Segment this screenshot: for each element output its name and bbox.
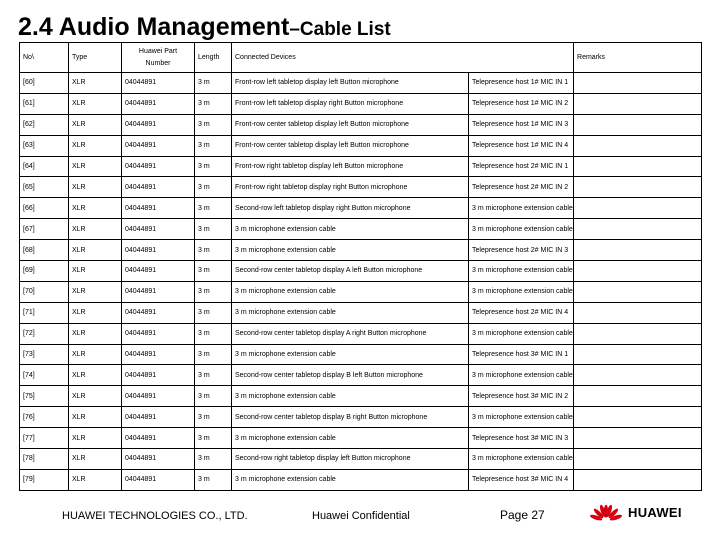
cell-part: 04044891 (122, 281, 195, 302)
cell-device-b: Telepresence host 1# MIC IN 2 (469, 93, 574, 114)
cell-type: XLR (69, 73, 122, 94)
table-row (20, 469, 702, 490)
cell-type: XLR (69, 428, 122, 449)
cell-length: 3 m (195, 93, 232, 114)
cell-no: [61] (20, 93, 69, 114)
cell-type: XLR (69, 281, 122, 302)
table-row (20, 386, 702, 407)
cell-part: 04044891 (122, 302, 195, 323)
page-title (18, 6, 391, 43)
header-remarks: Remarks (574, 43, 702, 73)
cell-part: 04044891 (122, 407, 195, 428)
table-row (20, 198, 702, 219)
table-row (20, 428, 702, 449)
cell-part: 04044891 (122, 93, 195, 114)
header-type: Type (69, 43, 122, 73)
cell-part: 04044891 (122, 219, 195, 240)
cell-length: 3 m (195, 428, 232, 449)
cell-part: 04044891 (122, 177, 195, 198)
cell-remarks (574, 93, 702, 114)
cell-part: 04044891 (122, 198, 195, 219)
cell-type: XLR (69, 240, 122, 261)
table-row (20, 407, 702, 428)
header-length: Length (195, 43, 232, 73)
table-header-row (20, 43, 702, 73)
table-row (20, 302, 702, 323)
cell-device-a: Front-row left tabletop display left Button microphone (232, 73, 469, 94)
cell-type: XLR (69, 302, 122, 323)
footer-confidential: Huawei Confidential (312, 510, 410, 522)
cell-type: XLR (69, 407, 122, 428)
cell-type: XLR (69, 261, 122, 282)
cell-device-a: Second-row right tabletop display left Button microphone (232, 449, 469, 470)
cell-no: [77] (20, 428, 69, 449)
table-row (20, 114, 702, 135)
cell-remarks (574, 281, 702, 302)
cell-type: XLR (69, 344, 122, 365)
cell-no: [76] (20, 407, 69, 428)
cell-remarks (574, 302, 702, 323)
huawei-petal-icon (590, 500, 622, 524)
cell-part: 04044891 (122, 114, 195, 135)
cell-type: XLR (69, 135, 122, 156)
header-part-line2: Number (145, 60, 171, 67)
table-row (20, 177, 702, 198)
cell-part: 04044891 (122, 449, 195, 470)
cell-part: 04044891 (122, 344, 195, 365)
cell-device-a: 3 m microphone extension cable (232, 428, 469, 449)
cell-type: XLR (69, 323, 122, 344)
cell-length: 3 m (195, 177, 232, 198)
cell-length: 3 m (195, 449, 232, 470)
table-row (20, 135, 702, 156)
cell-device-b: 3 m microphone extension cable (469, 198, 574, 219)
cell-no: [66] (20, 198, 69, 219)
cell-remarks (574, 177, 702, 198)
cell-device-a: 3 m microphone extension cable (232, 219, 469, 240)
cell-no: [64] (20, 156, 69, 177)
cell-remarks (574, 240, 702, 261)
cell-device-b: Telepresence host 2# MIC IN 4 (469, 302, 574, 323)
cell-remarks (574, 73, 702, 94)
cell-no: [75] (20, 386, 69, 407)
header-no: No\ (20, 43, 69, 73)
cell-no: [65] (20, 177, 69, 198)
cell-no: [68] (20, 240, 69, 261)
cell-device-b: 3 m microphone extension cable (469, 323, 574, 344)
cell-type: XLR (69, 156, 122, 177)
cell-length: 3 m (195, 386, 232, 407)
huawei-logo (590, 500, 682, 524)
cell-part: 04044891 (122, 261, 195, 282)
footer-company: HUAWEI TECHNOLOGIES CO., LTD. (62, 510, 248, 522)
logo-petal (604, 505, 608, 518)
cell-device-b: Telepresence host 3# MIC IN 3 (469, 428, 574, 449)
cell-no: [70] (20, 281, 69, 302)
cell-type: XLR (69, 449, 122, 470)
cell-type: XLR (69, 219, 122, 240)
cell-no: [78] (20, 449, 69, 470)
cell-remarks (574, 156, 702, 177)
cell-device-b: 3 m microphone extension cable (469, 281, 574, 302)
cell-device-a: Second-row center tabletop display A right Button microphone (232, 323, 469, 344)
cell-type: XLR (69, 114, 122, 135)
cell-length: 3 m (195, 407, 232, 428)
header-part-number (122, 43, 195, 73)
cell-device-b: Telepresence host 2# MIC IN 1 (469, 156, 574, 177)
table-row (20, 281, 702, 302)
table-row (20, 219, 702, 240)
table-row (20, 93, 702, 114)
cell-device-b: 3 m microphone extension cable (469, 219, 574, 240)
cell-length: 3 m (195, 135, 232, 156)
cell-remarks (574, 407, 702, 428)
cell-part: 04044891 (122, 365, 195, 386)
cell-remarks (574, 114, 702, 135)
cell-length: 3 m (195, 156, 232, 177)
cell-remarks (574, 135, 702, 156)
table-row (20, 73, 702, 94)
cell-device-a: Second-row left tabletop display right Button microphone (232, 198, 469, 219)
cell-length: 3 m (195, 219, 232, 240)
cell-no: [67] (20, 219, 69, 240)
header-part-line1: Huawei Part (138, 48, 178, 55)
cell-type: XLR (69, 177, 122, 198)
cell-device-a: 3 m microphone extension cable (232, 469, 469, 490)
cell-device-b: 3 m microphone extension cable (469, 449, 574, 470)
cell-part: 04044891 (122, 156, 195, 177)
cell-part: 04044891 (122, 386, 195, 407)
cell-no: [71] (20, 302, 69, 323)
cell-device-b: Telepresence host 3# MIC IN 1 (469, 344, 574, 365)
page-number: Page 27 (500, 508, 545, 522)
page-title-main: 2.4 Audio Management (18, 13, 290, 41)
cell-remarks (574, 344, 702, 365)
cell-device-a: 3 m microphone extension cable (232, 344, 469, 365)
cell-device-b: 3 m microphone extension cable (469, 261, 574, 282)
cell-device-b: Telepresence host 2# MIC IN 2 (469, 177, 574, 198)
cell-remarks (574, 469, 702, 490)
cell-device-a: Front-row left tabletop display right Button microphone (232, 93, 469, 114)
cell-length: 3 m (195, 344, 232, 365)
cell-device-b: 3 m microphone extension cable (469, 407, 574, 428)
cable-list-table (19, 42, 702, 491)
cell-remarks (574, 365, 702, 386)
cell-remarks (574, 198, 702, 219)
cell-remarks (574, 323, 702, 344)
cell-length: 3 m (195, 198, 232, 219)
cell-remarks (574, 261, 702, 282)
cell-device-a: 3 m microphone extension cable (232, 302, 469, 323)
cell-remarks (574, 449, 702, 470)
header-connected-devices: Connected Devices (232, 43, 574, 73)
cell-device-a: 3 m microphone extension cable (232, 281, 469, 302)
cell-no: [79] (20, 469, 69, 490)
cell-no: [74] (20, 365, 69, 386)
logo-text: HUAWEI (628, 504, 682, 520)
cell-length: 3 m (195, 469, 232, 490)
cell-type: XLR (69, 198, 122, 219)
cell-device-b: Telepresence host 3# MIC IN 4 (469, 469, 574, 490)
cell-device-a: Second-row center tabletop display B right Button microphone (232, 407, 469, 428)
cell-device-b: Telepresence host 1# MIC IN 4 (469, 135, 574, 156)
cell-type: XLR (69, 469, 122, 490)
cell-no: [72] (20, 323, 69, 344)
cell-remarks (574, 428, 702, 449)
cell-type: XLR (69, 365, 122, 386)
cell-part: 04044891 (122, 135, 195, 156)
cell-type: XLR (69, 93, 122, 114)
cell-part: 04044891 (122, 323, 195, 344)
cell-remarks (574, 219, 702, 240)
cell-length: 3 m (195, 114, 232, 135)
cell-device-b: Telepresence host 2# MIC IN 3 (469, 240, 574, 261)
cell-type: XLR (69, 386, 122, 407)
cell-device-a: Second-row center tabletop display A left Button microphone (232, 261, 469, 282)
cell-length: 3 m (195, 365, 232, 386)
cell-part: 04044891 (122, 73, 195, 94)
cell-device-a: Second-row center tabletop display B left Button microphone (232, 365, 469, 386)
cell-no: [62] (20, 114, 69, 135)
cell-length: 3 m (195, 323, 232, 344)
cell-length: 3 m (195, 281, 232, 302)
cell-no: [60] (20, 73, 69, 94)
cell-device-a: Front-row center tabletop display left Button microphone (232, 135, 469, 156)
cell-no: [69] (20, 261, 69, 282)
table-row (20, 365, 702, 386)
cell-device-a: 3 m microphone extension cable (232, 240, 469, 261)
cell-device-b: Telepresence host 3# MIC IN 2 (469, 386, 574, 407)
page-title-sub: –Cable List (289, 19, 391, 40)
table-row (20, 323, 702, 344)
table-row (20, 156, 702, 177)
cell-device-a: Front-row right tabletop display left Button microphone (232, 156, 469, 177)
cell-length: 3 m (195, 261, 232, 282)
cell-device-b: Telepresence host 1# MIC IN 1 (469, 73, 574, 94)
cell-device-b: Telepresence host 1# MIC IN 3 (469, 114, 574, 135)
cell-part: 04044891 (122, 240, 195, 261)
cell-remarks (574, 386, 702, 407)
table-row (20, 449, 702, 470)
table-row (20, 240, 702, 261)
cell-part: 04044891 (122, 469, 195, 490)
cell-length: 3 m (195, 240, 232, 261)
cell-no: [63] (20, 135, 69, 156)
table-row (20, 344, 702, 365)
cell-device-b: 3 m microphone extension cable (469, 365, 574, 386)
cell-device-a: 3 m microphone extension cable (232, 386, 469, 407)
cell-device-a: Front-row center tabletop display left Button microphone (232, 114, 469, 135)
cell-length: 3 m (195, 73, 232, 94)
cell-device-a: Front-row right tabletop display right Button microphone (232, 177, 469, 198)
cell-length: 3 m (195, 302, 232, 323)
table-row (20, 261, 702, 282)
cell-part: 04044891 (122, 428, 195, 449)
cell-no: [73] (20, 344, 69, 365)
